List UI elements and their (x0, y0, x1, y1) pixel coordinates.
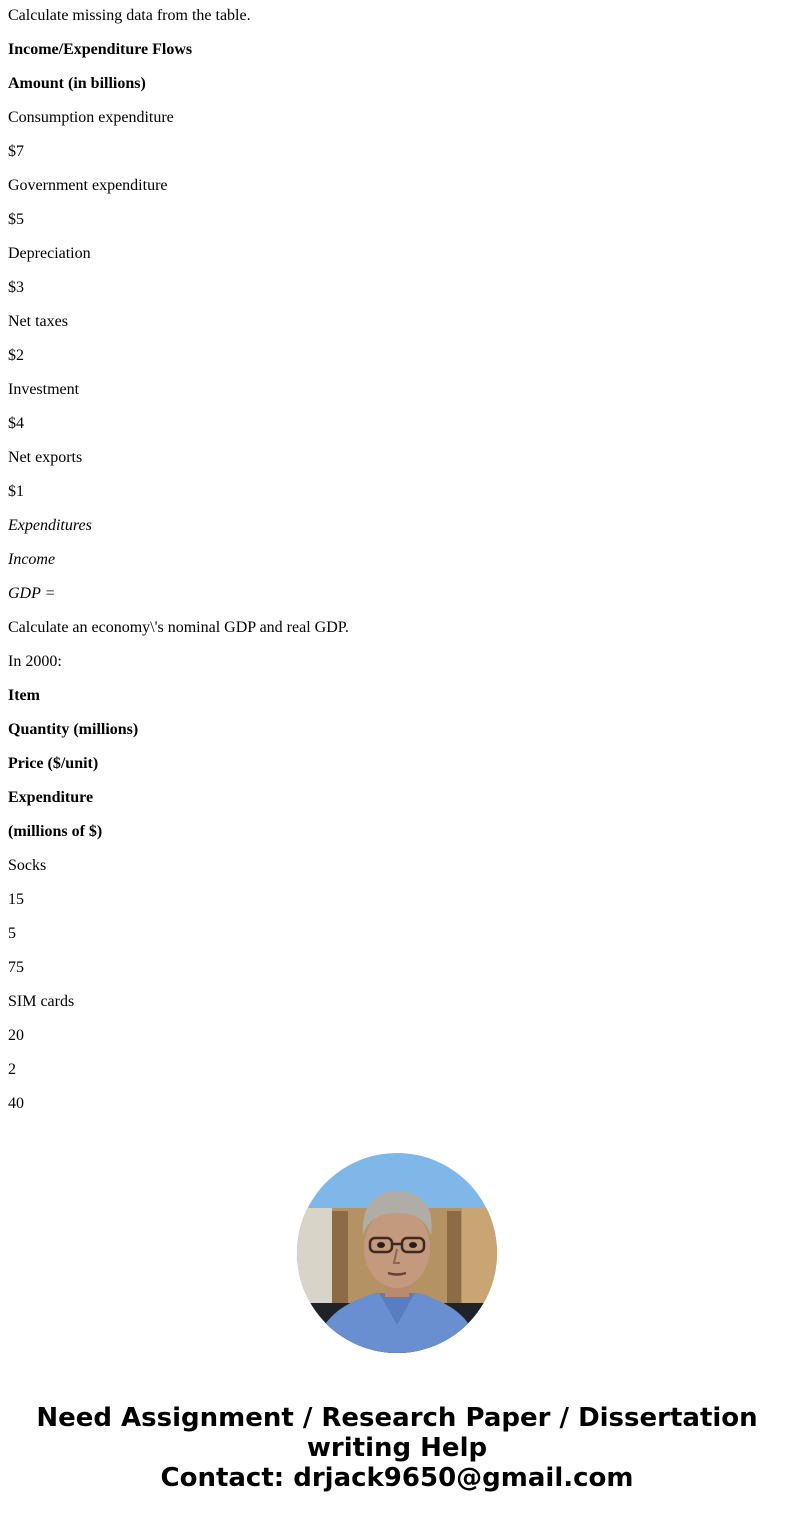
table1-header-amount: Amount (in billions) (8, 75, 146, 92)
table2-cell-price: 5 (8, 925, 16, 942)
table2-cell-expenditure: 40 (8, 1095, 24, 1112)
table2-cell-quantity: 20 (8, 1027, 24, 1044)
table1-row-amount: $4 (8, 415, 24, 432)
table1-row-amount: $2 (8, 347, 24, 364)
table1-header-flows: Income/Expenditure Flows (8, 41, 193, 58)
intro-text: Calculate missing data from the table. (8, 7, 251, 24)
promo-contact[interactable]: Contact: drjack9650@gmail.com (160, 1463, 634, 1493)
income-label: Income (8, 551, 56, 568)
question2-text: Calculate an economy\'s nominal GDP and real GDP. (8, 619, 349, 636)
table2-cell-price: 2 (8, 1061, 16, 1078)
promo-line-1: Need Assignment / Research Paper / Dissertation (36, 1403, 758, 1433)
table1-row-amount: $7 (8, 143, 24, 160)
table1-row-amount: $3 (8, 279, 24, 296)
promo-banner (0, 1403, 794, 1493)
year-label: In 2000: (8, 653, 62, 670)
table1-row-label: Net taxes (8, 313, 68, 330)
document-body (8, 0, 788, 1121)
table1-row-amount: $1 (8, 483, 24, 500)
table2-header: Expenditure (8, 789, 94, 806)
table2-cell-item: Socks (8, 857, 47, 874)
author-photo-icon (297, 1153, 497, 1353)
promo-line-2: writing Help (306, 1433, 488, 1463)
expenditures-label: Expenditures (8, 517, 92, 534)
table1-row-label: Government expenditure (8, 177, 168, 194)
author-photo-svg (297, 1153, 497, 1353)
table2-header: Item (8, 687, 40, 704)
table2-header: Price ($/unit) (8, 755, 99, 772)
gdp-label: GDP = (8, 585, 56, 602)
table1-row-label: Depreciation (8, 245, 91, 262)
table2-header: (millions of $) (8, 823, 103, 840)
table2-cell-item: SIM cards (8, 993, 75, 1010)
table1-row-label: Consumption expenditure (8, 109, 174, 126)
table2-header: Quantity (millions) (8, 721, 139, 738)
table2-cell-expenditure: 75 (8, 959, 24, 976)
table1-row-amount: $5 (8, 211, 24, 228)
table2-cell-quantity: 15 (8, 891, 24, 908)
table1-row-label: Investment (8, 381, 80, 398)
table1-row-label: Net exports (8, 449, 83, 466)
